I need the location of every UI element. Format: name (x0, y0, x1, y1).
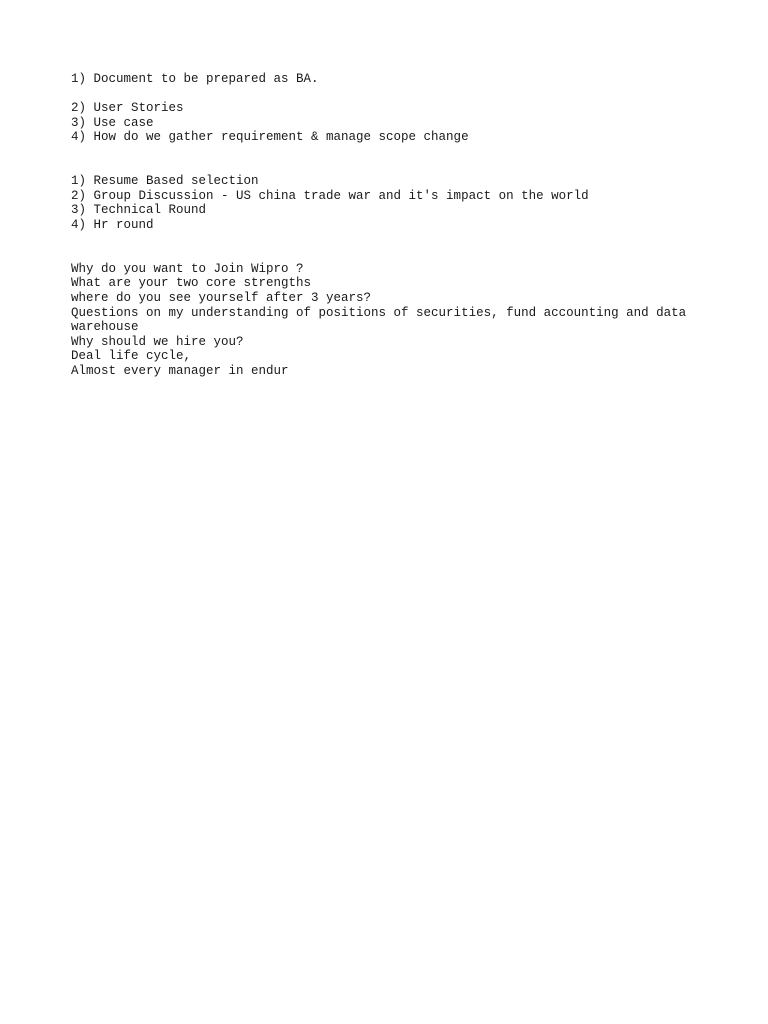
round-item-1: 1) Resume Based selection (71, 174, 259, 189)
question-5: Why should we hire you? (71, 334, 244, 349)
question-2: What are your two core strengths (71, 276, 312, 291)
question-7: Almost every manager in endur (71, 363, 289, 378)
spacer (71, 145, 711, 174)
round-item-3: 3) Technical Round (71, 203, 207, 218)
question-6: Deal life cycle, (71, 349, 192, 364)
ba-item-3: 3) Use case (71, 115, 154, 130)
ba-item-1: 1) Document to be prepared as BA. (71, 72, 319, 86)
round-item-4: 4) Hr round (71, 217, 154, 232)
ba-item-2: 2) User Stories (71, 101, 184, 116)
ba-item-4: 4) How do we gather requirement & manage scope change (71, 130, 469, 145)
question-3: where do you see yourself after 3 years? (71, 290, 372, 305)
round-item-2: 2) Group Discussion - US china trade war and it's impact on the world (71, 188, 589, 203)
question-1: Why do you want to Join Wipro ? (71, 261, 304, 276)
document-text (71, 72, 711, 378)
spacer (71, 233, 711, 262)
spacer (71, 87, 711, 102)
question-4: Questions on my understanding of positions of securities, fund accounting and data warehouse (71, 305, 694, 335)
